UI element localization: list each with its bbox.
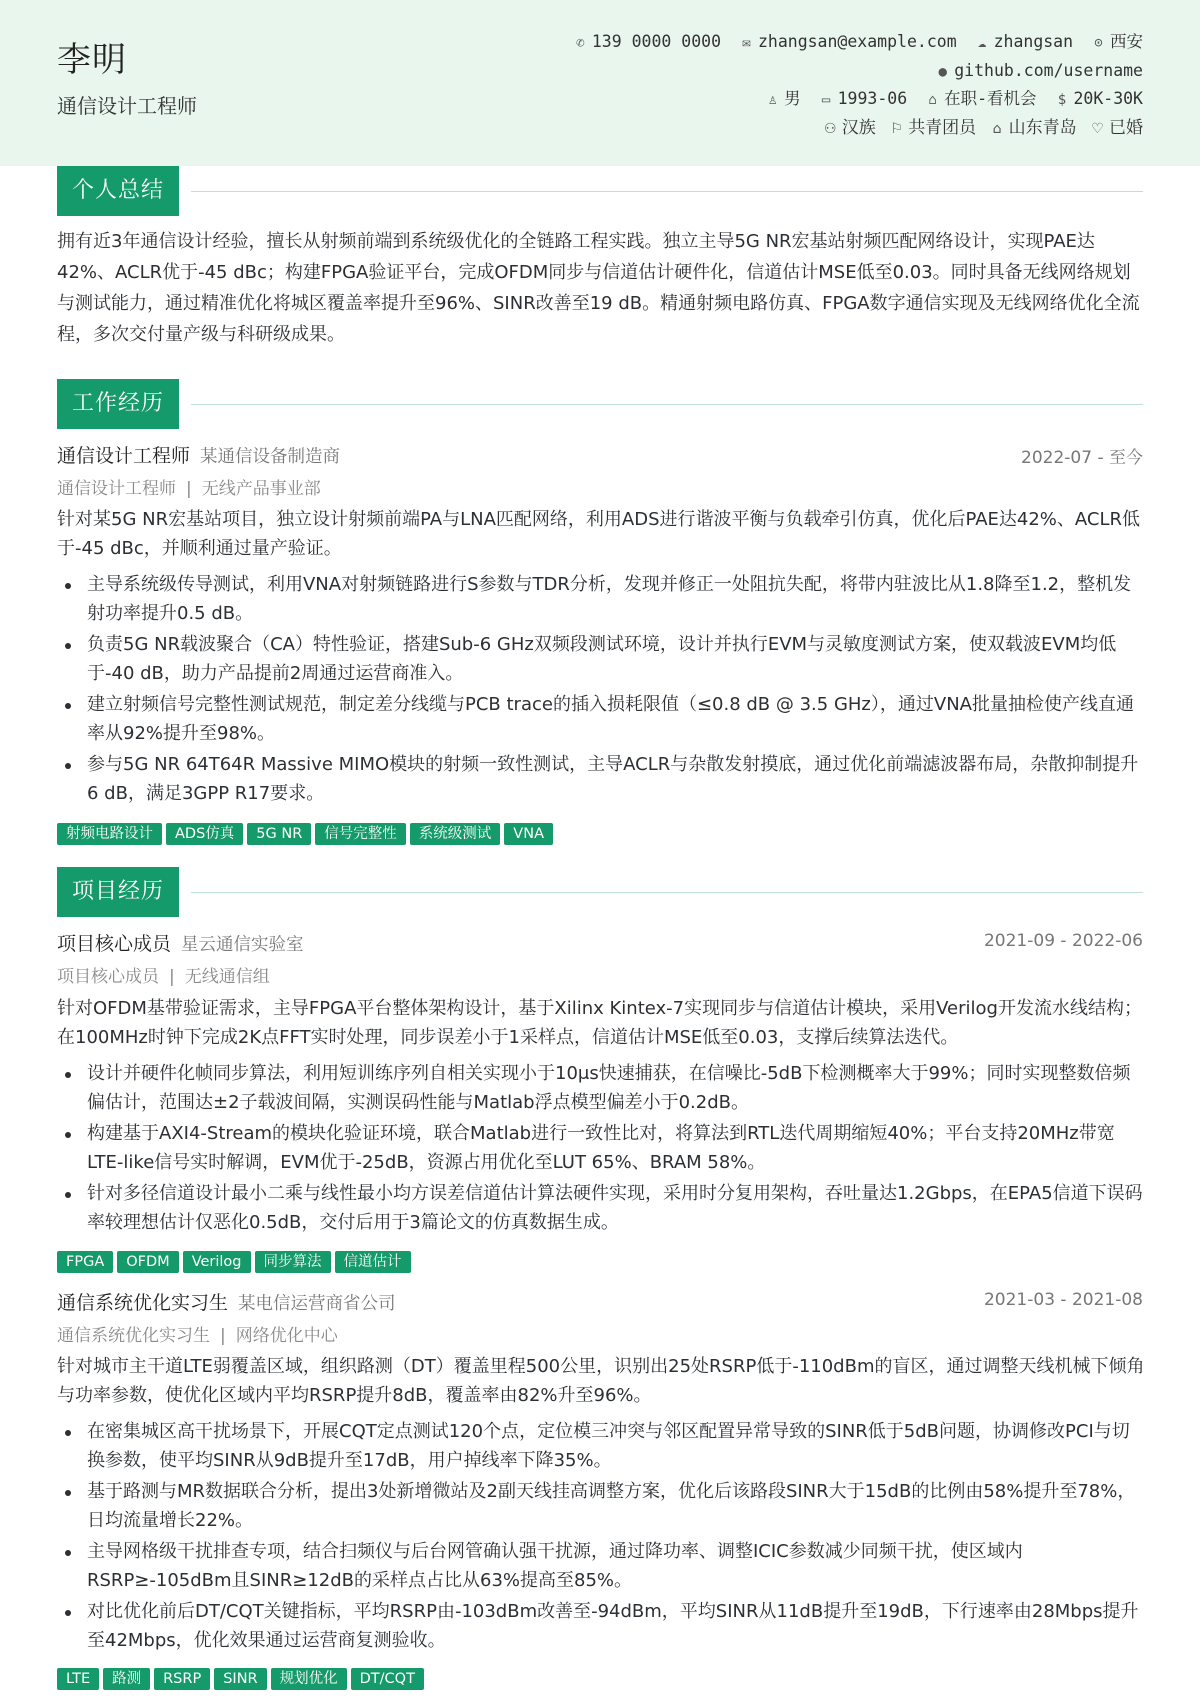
status-value: 在职-看机会 [944,89,1037,108]
home-icon: ⌂ [992,120,1002,137]
project2-description: 针对城市主干道LTE弱覆盖区域，组织路测（DT）覆盖里程500公里，识别出25处RSRP低于-110dBm的盲区，通过调整天线机械下倾角与功率参数，使优化区域内平均RSRP提升8dB，覆盖率由82%升至96%。 [57,1356,1145,1406]
list-item: 主导系统级传导测试，利用VNA对射频链路进行S参数与TDR分析，发现并修正一处阻抗失配，将带内驻波比从1.8降至1.2，整机发射功率提升0.5 dB。 [57,571,1147,628]
phone-item [573,28,721,58]
ethnicity-item [823,114,876,144]
birth-item [819,85,908,115]
project2-subtitle [57,1321,338,1346]
marital-item [1090,114,1143,144]
list-item: 对比优化前后DT/CQT关键指标，平均RSRP由-103dBm改善至-94dBm，平均SINR从11dB提升至19dB，下行速率由28Mbps提升至42Mbps，优化效果通过运营商复测验收。 [57,1598,1147,1655]
job-sub-dept: 无线产品事业部 [201,479,321,499]
list-item: 针对多径信道设计最小二乘与线性最小均方误差信道估计算法硬件实现，采用时分复用架构，吞吐量达1.2Gbps，在EPA5信道下误码率较理想估计仅恶化0.5dB，交付后用于3篇论文的仿真数据生成。 [57,1180,1147,1237]
gender-item [765,85,801,115]
birth-value: 1993-06 [837,89,908,108]
work-tags [57,823,557,845]
phone-value: 139 0000 0000 [591,32,722,51]
skill-tag: OFDM [117,1251,178,1273]
list-item: 参与5G NR 64T64R Massive MIMO模块的射频一致性测试，主导ACLR与杂散发射摸底，通过优化前端滤波器布局，杂散抑制提升6 dB，满足3GPP R17要求。 [57,751,1147,808]
city-item [1091,28,1143,58]
github-icon: ● [938,63,947,80]
job-description: 针对某5G NR宏基站项目，独立设计射频前端PA与LNA匹配网络，利用ADS进行谐波平衡与负载牵引仿真，优化后PAE达42%、ACLR低于-45 dBc，并顺利通过量产验证。 [57,509,1141,559]
candidate-name: 李明 [57,40,127,80]
divider [191,191,1143,192]
projects-heading: 项目经历 [57,867,179,917]
city-value: 西安 [1110,32,1143,51]
list-item: 基于路测与MR数据联合分析，提出3处新增微站及2副天线挂高调整方案，优化后该路段SINR大于15dB的比例由58%提升至78%，日均流量增长22%。 [57,1478,1147,1535]
separator: | [220,1326,226,1346]
skill-tag: 规划优化 [271,1668,347,1690]
work-heading: 工作经历 [57,379,179,429]
project1-date: 2021-09 - 2022-06 [983,931,1143,951]
ethnicity-value: 汉族 [841,117,876,138]
list-item: 设计并硬件化帧同步算法，利用短训练序列自相关实现小于10μs快速捕获，在信噪比-5dB下检测概率大于99%；同时实现整数倍频偏估计，范围达±2子载波间隔，实测误码性能与Matlab浮点模型偏差小于0.2dB。 [57,1060,1147,1117]
skill-tag: ADS仿真 [166,823,243,845]
salary-item [1054,85,1143,115]
skill-tag: 系统级测试 [410,823,501,845]
job-sub-role: 通信设计工程师 [57,479,176,499]
project1-sub-role: 项目核心成员 [57,967,159,987]
project1-subtitle [57,962,270,987]
job-date: 2022-07 - 至今 [1021,448,1143,468]
wechat-icon: ☁ [977,35,987,51]
work-section-header [57,379,1143,429]
hometown-value: 山东青岛 [1008,117,1077,138]
project2-tags [57,1668,428,1690]
skill-tag: 5G NR [247,823,311,845]
hometown-item [990,114,1077,144]
job-org: 某通信设备制造商 [200,447,341,467]
project1-tags [57,1251,415,1273]
contact-block [565,28,1143,142]
project2-org: 某电信运营商省公司 [238,1294,396,1314]
mail-icon: ✉ [742,35,751,51]
skill-tag: SINR [214,1668,266,1690]
separator: | [186,479,192,499]
political-item [889,114,976,144]
phone-icon: ✆ [576,35,585,51]
skill-tag: RSRP [154,1668,210,1690]
project2-title [57,1288,396,1315]
project1-org: 星云通信实验室 [181,935,304,955]
skill-tag: DT/CQT [351,1668,424,1690]
separator: | [169,967,175,987]
coin-icon: $ [1057,92,1067,108]
location-icon: ⊙ [1094,35,1103,51]
gender-value: 男 [784,89,801,108]
skill-tag: 信号完整性 [315,823,406,845]
divider [191,404,1143,405]
list-item: 负责5G NR载波聚合（CA）特性验证，搭建Sub-6 GHz双频段测试环境，设计并执行EVM与灵敏度测试方案，使双载波EVM均低于-40 dB，助力产品提前2周通过运营商准入。 [57,631,1147,688]
calendar-icon: ▭ [821,92,831,108]
skill-tag: 同步算法 [255,1251,331,1273]
briefcase-icon: ⌂ [928,92,937,108]
divider [191,892,1143,893]
skill-tag: Verilog [183,1251,251,1273]
skill-tag: 路测 [103,1668,150,1690]
header [0,0,1200,166]
skill-tag: FPGA [57,1251,113,1273]
person-icon: ♙ [768,92,777,108]
project2-sub-dept: 网络优化中心 [235,1326,338,1346]
list-item: 主导网格级干扰排查专项，结合扫频仪与后台网管确认强干扰源，通过降功率、调整ICIC参数减少同频干扰，使区域内RSRP≥-105dBm且SINR≥12dB的采样点占比从63%提高至85%。 [57,1538,1147,1595]
list-item: 构建基于AXI4-Stream的模块化验证环境，联合Matlab进行一致性比对，将算法到RTL迭代周期缩短40%；平台支持20MHz带宽LTE-like信号实时解调，EVM优于-25dB，资源占用优化至LUT 65%、BRAM 58%。 [57,1120,1147,1177]
project1-title-text: 项目核心成员 [57,933,172,955]
work-bullets [57,571,1147,811]
skill-tag: VNA [504,823,553,845]
project2-date: 2021-03 - 2021-08 [983,1290,1143,1310]
github-value: github.com/username [954,60,1143,80]
summary-heading: 个人总结 [57,166,179,216]
email-value: zhangsan@example.com [757,32,957,51]
wechat-value: zhangsan [993,32,1074,51]
job-title [57,441,340,468]
project2-title-text: 通信系统优化实习生 [57,1292,229,1314]
skill-tag: 射频电路设计 [57,823,162,845]
job-title-text: 通信设计工程师 [57,445,191,467]
marital-value: 已婚 [1109,117,1143,138]
projects-section-header [57,867,1143,917]
political-value: 共青团员 [908,117,977,138]
skill-tag: LTE [57,1668,99,1690]
project1-sub-dept: 无线通信组 [184,967,270,987]
project2-bullets [57,1418,1147,1658]
status-item [925,85,1036,115]
candidate-role: 通信设计工程师 [57,94,197,118]
job-subtitle [57,474,321,499]
salary-value: 20K-30K [1073,89,1143,108]
github-item[interactable] [935,57,1143,87]
flag-icon: ⚐ [890,120,903,137]
summary-text: 拥有近3年通信设计经验，擅长从射频前端到系统级优化的全链路工程实践。独立主导5G NR宏基站射频匹配网络设计，实现PAE达42%、ACLR优于-45 dBc；构建FPGA验证平台，完成OFDM同步与信道估计硬件化，信道估计MSE低至0.03。同时具备无线网络规划与测试能力，通过精准优化将城区覆盖率提升至96%、SINR改善至19 dB。精通射频电路仿真、FPGA数字通信实现及无线网络优化全流程，多次交付量产级与科研级成果。 [57,231,1140,345]
list-item: 在密集城区高干扰场景下，开展CQT定点测试120个点，定位模三冲突与邻区配置异常导致的SINR低于5dB问题，协调修改PCI与切换参数，使平均SINR从9dB提升至17dB，用户掉线率下降35%。 [57,1418,1147,1475]
heart-icon: ♡ [1091,120,1104,137]
skill-tag: 信道估计 [335,1251,411,1273]
project2-sub-role: 通信系统优化实习生 [57,1326,210,1346]
project1-bullets [57,1060,1147,1240]
list-item: 建立射频信号完整性测试规范，制定差分线缆与PCB trace的插入损耗限值（≤0.8 dB @ 3.5 GHz），通过VNA批量抽检使产线直通率从92%提升至98%。 [57,691,1147,748]
project1-description: 针对OFDM基带验证需求，主导FPGA平台整体架构设计，基于Xilinx Kintex-7实现同步与信道估计模块，采用Verilog开发流水线结构；在100MHz时钟下完成2K点FFT实时处理，同步误差小于1采样点，信道估计MSE低至0.03，支撑后续算法迭代。 [57,998,1142,1048]
wechat-item [975,28,1073,58]
users-icon: ⚇ [824,120,837,137]
project1-title [57,929,304,956]
summary-section-header [57,166,1143,216]
email-item[interactable] [739,28,957,58]
